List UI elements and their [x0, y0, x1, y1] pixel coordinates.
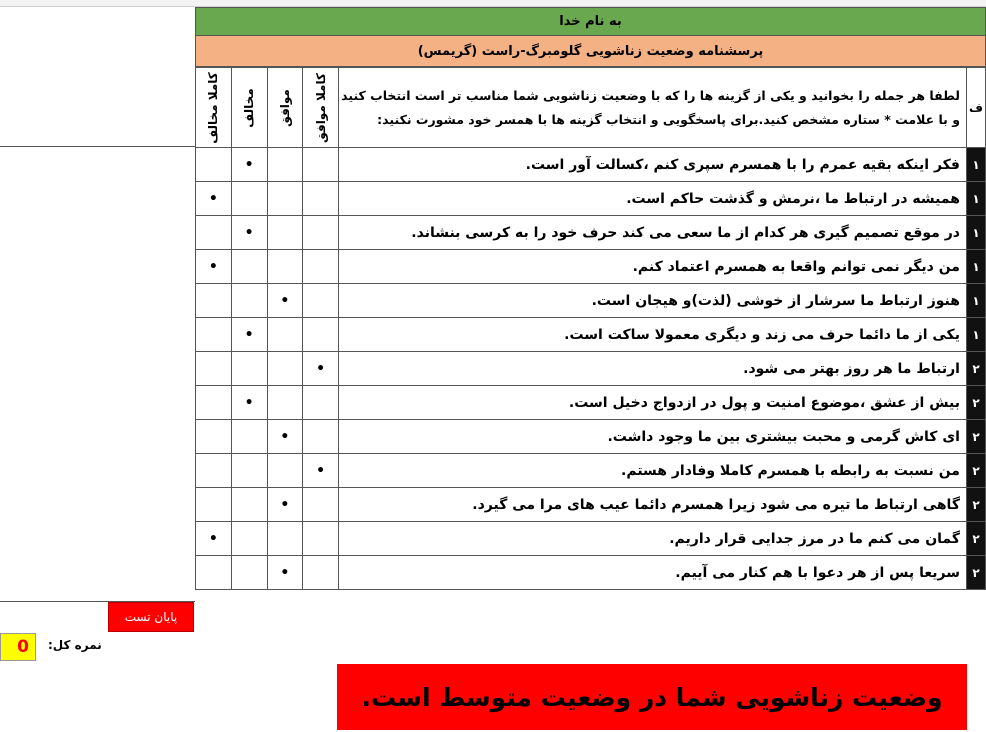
question-row	[196, 454, 986, 488]
answer-cell[interactable]	[231, 250, 267, 284]
left-divider-top	[0, 146, 195, 147]
option-header-strongly-disagree: کاملا مخالف	[196, 68, 232, 148]
answer-cell[interactable]	[303, 420, 339, 454]
question-text: هنوز ارتباط ما سرشار از خوشی (لذت)و هیجان است.	[339, 284, 967, 318]
answer-mark: •	[244, 394, 254, 411]
answer-mark: •	[280, 564, 290, 581]
answer-cell[interactable]	[267, 250, 303, 284]
answer-cell[interactable]	[196, 488, 232, 522]
answer-cell[interactable]	[303, 148, 339, 182]
question-number: ٢	[966, 556, 985, 590]
table-header-row	[196, 68, 986, 148]
answer-mark: •	[280, 292, 290, 309]
question-row	[196, 284, 986, 318]
answer-cell[interactable]	[196, 386, 232, 420]
question-number: ٢	[966, 420, 985, 454]
option-header-disagree: مخالف	[231, 68, 267, 148]
answer-cell[interactable]	[303, 556, 339, 590]
answer-cell[interactable]	[267, 352, 303, 386]
answer-cell[interactable]	[303, 284, 339, 318]
question-text: گاهی ارتباط ما تیره می شود زیرا همسرم دائما عیب های مرا می گیرد.	[339, 488, 967, 522]
questionnaire-title: پرسشنامه وضعیت زناشویی گلومبرگ-راست (گریمس)	[195, 36, 986, 67]
answer-cell[interactable]	[231, 148, 267, 182]
answer-cell[interactable]	[303, 318, 339, 352]
answer-cell[interactable]	[231, 182, 267, 216]
question-text: یکی از ما دائما حرف می زند و دیگری معمولا ساکت است.	[339, 318, 967, 352]
question-row	[196, 318, 986, 352]
row-number-header: ف	[966, 68, 985, 148]
question-text: در موقع تصمیم گیری هر کدام از ما سعی می کند حرف خود را به کرسی بنشاند.	[339, 216, 967, 250]
answer-cell[interactable]	[231, 556, 267, 590]
answer-cell[interactable]	[267, 216, 303, 250]
question-number: ١	[966, 250, 985, 284]
answer-cell[interactable]	[303, 250, 339, 284]
answer-mark: •	[316, 462, 326, 479]
answer-cell[interactable]	[267, 284, 303, 318]
question-text: همیشه در ارتباط ما ،نرمش و گذشت حاکم است.	[339, 182, 967, 216]
question-number: ١	[966, 318, 985, 352]
question-text: فکر اینکه بقیه عمرم را با همسرم سپری کنم ،کسالت آور است.	[339, 148, 967, 182]
answer-mark: •	[208, 190, 218, 207]
instructions-line-1: لطفا هر جمله را بخوانید و یکی از گزینه ها را که با وضعیت زناشویی شما مناسب تر است انتخاب کنید	[341, 87, 960, 103]
answer-cell[interactable]	[267, 522, 303, 556]
question-text: من نسبت به رابطه با همسرم کاملا وفادار هستم.	[339, 454, 967, 488]
answer-cell[interactable]	[267, 182, 303, 216]
question-row	[196, 556, 986, 590]
answer-cell[interactable]	[196, 454, 232, 488]
answer-cell[interactable]	[196, 284, 232, 318]
answer-mark: •	[280, 428, 290, 445]
question-number: ١	[966, 182, 985, 216]
question-text: ارتباط ما هر روز بهتر می شود.	[339, 352, 967, 386]
question-row	[196, 250, 986, 284]
answer-cell[interactable]	[267, 454, 303, 488]
answer-cell[interactable]	[196, 522, 232, 556]
question-number: ٢	[966, 454, 985, 488]
answer-cell[interactable]	[231, 284, 267, 318]
total-score-value: 0	[0, 633, 36, 661]
answer-cell[interactable]	[267, 488, 303, 522]
option-header-strongly-agree: کاملا موافق	[303, 68, 339, 148]
sheet-top-edge	[0, 0, 986, 7]
answer-cell[interactable]	[231, 386, 267, 420]
total-score-label: نمره کل:	[48, 638, 102, 652]
question-number: ٢	[966, 352, 985, 386]
question-text: بیش از عشق ،موضوع امنیت و پول در ازدواج دخیل است.	[339, 386, 967, 420]
answer-cell[interactable]	[303, 488, 339, 522]
question-number: ١	[966, 216, 985, 250]
question-text: ای کاش گرمی و محبت بیشتری بین ما وجود داشت.	[339, 420, 967, 454]
answer-cell[interactable]	[267, 318, 303, 352]
answer-mark: •	[208, 258, 218, 275]
questionnaire-table	[195, 67, 986, 590]
question-number: ١	[966, 148, 985, 182]
answer-mark: •	[244, 224, 254, 241]
answer-cell[interactable]	[303, 182, 339, 216]
answer-cell[interactable]	[303, 216, 339, 250]
answer-cell[interactable]	[196, 148, 232, 182]
option-header-agree: موافق	[267, 68, 303, 148]
answer-cell[interactable]	[196, 420, 232, 454]
question-row	[196, 216, 986, 250]
question-row	[196, 386, 986, 420]
question-text: سریعا پس از هر دعوا با هم کنار می آییم.	[339, 556, 967, 590]
answer-mark: •	[280, 496, 290, 513]
question-number: ١	[966, 284, 985, 318]
end-test-button[interactable]: پایان تست	[108, 602, 194, 632]
answer-cell[interactable]	[231, 352, 267, 386]
answer-cell[interactable]	[267, 556, 303, 590]
question-row	[196, 148, 986, 182]
answer-cell[interactable]	[231, 488, 267, 522]
question-text: من دیگر نمی توانم واقعا به همسرم اعتماد کنم.	[339, 250, 967, 284]
answer-cell[interactable]	[196, 556, 232, 590]
answer-cell[interactable]	[303, 386, 339, 420]
result-banner: وضعیت زناشویی شما در وضعیت متوسط است.	[337, 664, 967, 730]
answer-cell[interactable]	[303, 522, 339, 556]
answer-mark: •	[244, 326, 254, 343]
question-row	[196, 488, 986, 522]
answer-cell[interactable]	[231, 454, 267, 488]
answer-cell[interactable]	[231, 216, 267, 250]
question-row	[196, 182, 986, 216]
answer-cell[interactable]	[231, 318, 267, 352]
answer-cell[interactable]	[303, 454, 339, 488]
question-number: ٢	[966, 522, 985, 556]
answer-mark: •	[316, 360, 326, 377]
answer-cell[interactable]	[196, 216, 232, 250]
question-number: ٢	[966, 386, 985, 420]
question-number: ٢	[966, 488, 985, 522]
question-row	[196, 352, 986, 386]
answer-cell[interactable]	[196, 250, 232, 284]
instructions-cell	[339, 68, 967, 148]
question-row	[196, 522, 986, 556]
basmala-header: به نام خدا	[195, 7, 986, 36]
answer-mark: •	[208, 530, 218, 547]
answer-mark: •	[244, 156, 254, 173]
answer-cell[interactable]	[231, 522, 267, 556]
answer-cell[interactable]	[267, 420, 303, 454]
instructions-line-2: و با علامت * ستاره مشخص کنید.برای پاسخگویی و انتخاب گزینه ها با همسر خود مشورت نکنید:	[377, 111, 960, 127]
answer-cell[interactable]	[267, 386, 303, 420]
answer-cell[interactable]	[267, 148, 303, 182]
question-text: گمان می کنم ما در مرز جدایی قرار داریم.	[339, 522, 967, 556]
answer-cell[interactable]	[196, 318, 232, 352]
answer-cell[interactable]	[196, 352, 232, 386]
answer-cell[interactable]	[303, 352, 339, 386]
answer-cell[interactable]	[231, 420, 267, 454]
question-row	[196, 420, 986, 454]
answer-cell[interactable]	[196, 182, 232, 216]
